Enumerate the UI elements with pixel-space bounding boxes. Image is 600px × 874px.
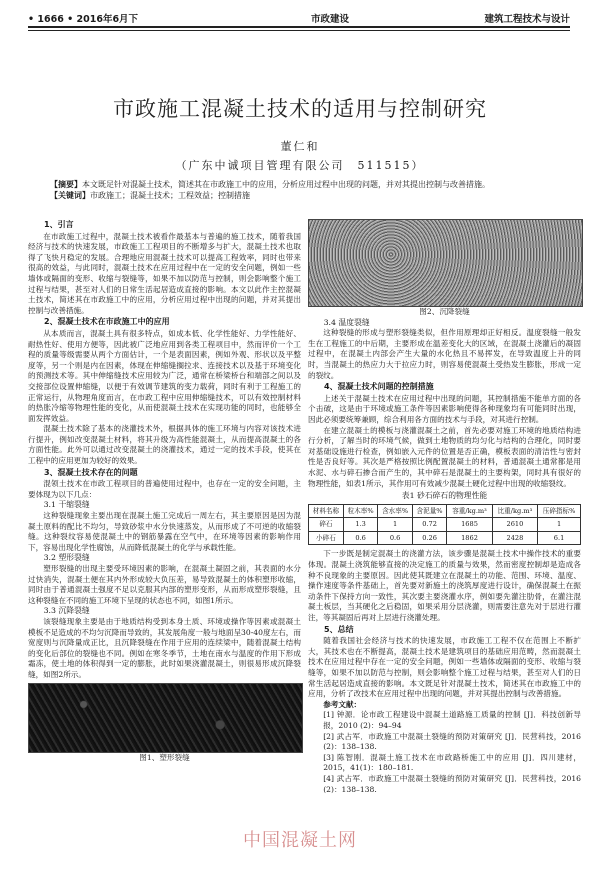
table-header-cell: 比重/kg.m³	[492, 504, 537, 518]
right-column	[308, 219, 581, 795]
table-cell: 1	[538, 518, 581, 532]
table-header-cell: 材料名称	[309, 504, 344, 518]
abstract-label: 【摘要】	[50, 180, 82, 189]
site-watermark: 中国混凝土网	[243, 830, 357, 851]
paragraph: 混凝土技术除了基本的浇灌技术外，根据具体的施工环境与内容对该技术进行提升，例如改变混凝土材料，将其升级为高性能混凝土，从而提高混凝土的各方面性能。此外可以通过改变混凝土的浇灌技术，通过一定的技术手段，使其在工程中的应用更加为较好的效果。	[28, 424, 301, 466]
section-heading: 2、混凝土技术在市政施工中的应用	[44, 317, 170, 327]
table-cell: 1862	[447, 531, 492, 545]
table-row	[309, 531, 581, 545]
abstract-block	[50, 180, 540, 201]
subsection-heading: 3.2 塑形裂缝	[43, 553, 90, 563]
keywords-label: 【关键词】	[50, 190, 90, 200]
table-cell: 0.72	[412, 518, 446, 532]
paragraph: 塑形裂缝的出现主要受环境因素的影响，在混凝土凝固之前，其表面的水分过快消失，混凝土便在其内外形成较大负压差，易导致混凝土的体积塑形收缩，同时由于普通混凝土强度不足以克服其内部的塑形变形，从而形成塑形裂缝，且这种裂缝在不同的施工环境下呈现的状态也不同，如图1所示。	[28, 564, 301, 605]
article-author: 董仁和	[280, 140, 320, 153]
table-cell: 1.3	[343, 518, 377, 532]
paragraph: 这种裂缝的形成与塑形裂缝类似，但作用原理却正好相反。温度裂缝一般发生在工程施工的中后期，主要形成在温差变化大的区域，在混凝土浇灌后的凝固过程中，在混凝土内部会产生大量的水化热且不易挥发，在导致温度上升的同时，当混凝土的热应力大于拉应力时，则容易使混凝土受热发生膨胀，形成一定的裂纹。	[308, 328, 581, 380]
subsection-heading: 3.1 干缩裂缝	[43, 500, 90, 510]
table-header-cell: 容重/kg.m³	[447, 504, 492, 518]
table-row	[309, 518, 581, 532]
section-heading: 5、总结	[324, 624, 354, 634]
reference-item: [4] 武占军．市政施工中混凝土裂缝的预防对策研究 [J]．民营科技，2016 (2)：138–138.	[323, 773, 581, 794]
table-header-cell: 含水率%	[378, 504, 412, 518]
table-cell: 0.6	[343, 531, 377, 545]
figure-2-caption: 图2、沉降裂缝	[419, 307, 470, 316]
references	[308, 700, 581, 795]
header-rule-thick	[28, 26, 570, 28]
abstract	[50, 180, 540, 191]
figure-2-settlement-crack-photo	[308, 219, 583, 307]
left-column	[28, 219, 301, 763]
paragraph: 下一步既是制定混凝土的浇灌方法，该步骤是混凝土技术中操作技术的重要体现。混凝土浇筑能够直接的决定施工的质量与效果，然而密度控制却是造成各种不良现象的主要原因。因此使其既建立在混凝土的功能、范围、环境、温度、操作速度等条件基础上，首先要对新施土的浇筑厚度进行设计，确保混凝土在振动条件下保持方向一致性，其次要主要浇灌水序，例如要先灌注肋骨，在灌注混凝土板层，当其硬化之后稳固，如果采用分层浇灌，则需要注意先对于层进行灌注，等其凝固后再对上层进行浇灌处理。	[308, 549, 581, 623]
table-header-cell: 粒木率%	[343, 504, 377, 518]
table-header-row	[309, 504, 581, 518]
reference-item: [2] 武占军．市政施工中混凝土裂缝的预防对策研究 [J]．民营科技，2016 (2)：138–138.	[323, 731, 581, 752]
table-1	[308, 504, 581, 546]
header-rule-thin	[28, 30, 570, 31]
table-cell: 2610	[492, 518, 537, 532]
figure-1-plastic-crack-photo	[28, 683, 303, 753]
paragraph: 这种裂缝现象主要出现在混凝土施工完成后一周左右，其主要原因是因为混凝土原料的配比不均匀，导致砂浆中水分快速蒸发，从而形成了不可逆的收缩裂缝。这种裂纹容易使混凝土中的钢筋暴露在空气中，在环境等因素的影响作用下，容易出现化学性腐蚀，从而降低混凝土的化学与承载性能。	[28, 511, 301, 552]
paragraph: 在市政施工过程中，混凝土技术被看作最基本与普遍的施工技术，随着我国经济与技术的快速发展，市政施工工程项目的不断增多与扩大，混凝土技术也取得了飞快月稳定的发展。合理地应用混凝土技术可以提高工程效率，同时也带来很高的效益，与此同时，混凝土技术在应用过程中在一定的安全问题，例如一些墙体或隔面的变形、收缩与裂缝等，如果不加以防范与控制，则会影响整个施工过程与结果，甚至对人们的日常生活起居造成直接的影响。本文以此作主控混凝土技术，简述其在市政施工中的应用，分析应用过程中出现的问题，并对其提出控制与改善措施。	[28, 231, 301, 315]
keywords-text: 市政施工；混凝土技术；工程效益；控制措施	[90, 190, 250, 200]
abstract-text: 本文既足针对混凝土技术，简述其在市政施工中的应用，分析应用过程中出现的问题，并对其提出控制与改善措施。	[82, 180, 490, 189]
table-header-cell: 压碎指标%	[538, 504, 581, 518]
paragraph: 从本质而言，混凝土具有很多特点，如成本低、化学性能好、力学性能好、耐热性好、使用方便等，因此被广泛地应用到各类工程项目中，然而评价一个工程的质量等级需要从两个方面估计，一个是表面因素，例如外观、形状以及平整度等，另一个则是内在因素，体现在伸缩缝搁拉求、连接技术以及基于环境变化的预测技术等。其中伸缩缝技术应用较为广泛，通常在桥梁桥台和端部之间以及交接部位设置伸缩缝，以便于有效调节建筑的变力载荷，同时有利于工程施工的正常运行，从物理角度而言，在市政工程中应用伸缩缝技术，可以有效控制材料的热胀冷缩等物理性能的变化，从而使混凝土技术在实现功能的同时，也能够全面发挥效益。	[28, 328, 301, 423]
table-cell: 0.6	[378, 531, 412, 545]
table-cell: 1685	[447, 518, 492, 532]
author-affiliation: （广东中诚项目管理有限公司 511515）	[175, 159, 425, 172]
subsection-heading: 3.4 温度裂缝	[323, 317, 370, 327]
section-heading: 1、引言	[44, 220, 74, 229]
header-section: 市政建设	[311, 14, 350, 25]
subsection-heading: 3.3 沉降裂缝	[43, 606, 90, 616]
header-issue: • 1666 • 2016年6月下	[28, 14, 139, 25]
paragraph: 混领土技术在市政工程项目的普遍使用过程中，也存在一定的安全问题，主要体现为以下几点：	[28, 479, 301, 499]
table-1-caption: 表1 砂石碎石的物理性能	[401, 491, 488, 501]
table-cell: 0.26	[412, 531, 446, 545]
figure-1-caption: 图1、塑形裂缝	[139, 752, 190, 762]
table-header-cell: 含泥量%	[412, 504, 446, 518]
paragraph: 该裂缝现象主要是由于地质结构受到本身土质、环境或操作等因素或混凝土模板不足造成的不均匀沉降而导致的，其发展角度一般与地面呈30-40度左右，而宽度则与沉降量成正比，且沉降裂缝在作用于应用的连续梁中，随着混凝土结构的变化后部位的裂缝也不同。例如在寒冬季节，土地在南水与温度的作用下形成霜冻，使土地的体积得到一定的膨胀，此时如果浇灌混凝土，则很易形成沉降裂缝，如图2所示。	[28, 616, 301, 679]
reference-item: [1] 钟源．论市政工程建设中混凝土道路施工质量的控制 [J]．科技创新导报，2010 (2)：94–94	[323, 710, 581, 730]
references-heading: 参考文献：	[323, 699, 362, 709]
section-heading: 4、混凝土技术问题的控制措施	[324, 382, 434, 392]
reference-item: [3] 陈智刚．混凝土施工技术在市政路桥施工中的应用 [J]．四川建材，2015，41(1)：180–181.	[323, 752, 581, 773]
table-cell: 碎石	[309, 518, 344, 532]
article-title: 市政施工混凝土技术的适用与控制研究	[113, 97, 487, 121]
table-cell: 1	[378, 518, 412, 532]
keywords	[50, 191, 540, 202]
header-journal: 建筑工程技术与设计	[484, 14, 570, 25]
paragraph: 在建立混凝土的模板与浇灌混凝土之前，首先必要对施工环境的地质结构进行分析，了解当时的环境气候，做到土地物质的均匀化与结构的合理化，同时要对基础设施进行检查，例如嵌入元件的位置是否正确，模板表面的清洁性与密封性是否良好等。其次是严格按照比例配置混凝土的材料，普通混凝土通常都是用水泥、水与碎石掺合而产生的，其中碎石是混凝土的主要构架，同时具有很好的物理性能，如表1所示，其作用可有效减少混凝土硬化过程中出现的收缩裂纹。	[308, 425, 581, 488]
running-header	[28, 11, 570, 25]
paragraph: 上述关于混凝土技术在应用过程中出现的问题，其控制措施不能单方面的各个击破，这是由于环境或施工条件等因素影响使得各种现象均有可能同时出现，因此必须要统筹兼顾，综合利用各方面的技术与手段，对其进行控制。	[308, 393, 581, 424]
table-cell: 小碎石	[309, 531, 344, 545]
section-heading: 3、混凝土技术存在的问题	[44, 467, 138, 477]
table-cell: 2428	[492, 531, 537, 545]
paragraph: 随着我国社会经济与技术的快速发展，市政施工工程不仅在范围上不断扩大，其技术也在不断提高，混凝土技术是建筑项目的基础应用范畴，然而混凝土技术在应用过程中存在一定的安全问题，例如一些墙体或隔面的变形、收缩与裂缝等，如果不加以防范与控制，则会影响整个施工过程与结果，甚至对人们的日常生活起居造成直接的影响。本文既足针对混凝土技术，简述其在市政施工中的应用，分析了改技术在应用过程中出现的问题，并对其提出控制与改善措施。	[308, 636, 581, 699]
table-cell: 6.1	[538, 531, 581, 545]
